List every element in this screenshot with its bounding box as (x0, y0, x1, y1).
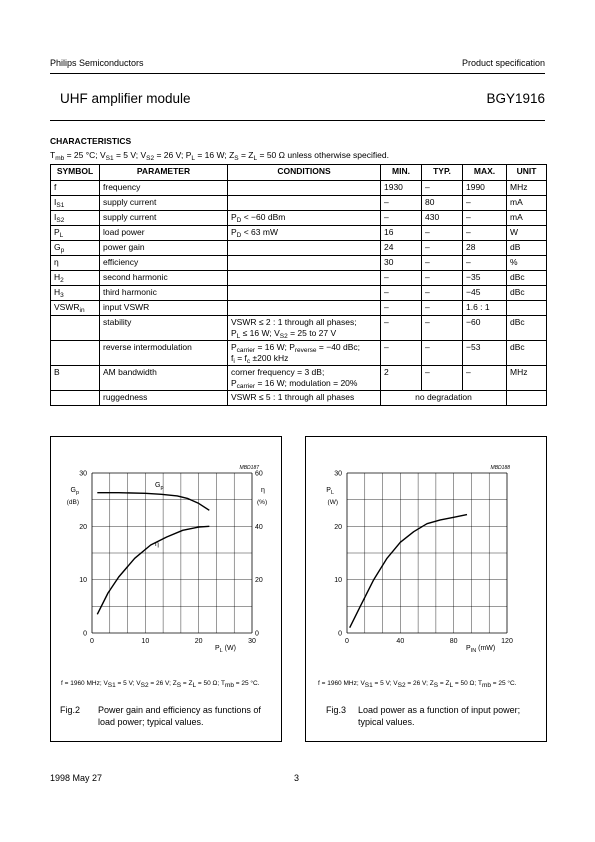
table-header-row (51, 165, 547, 181)
cell-parameter: frequency (100, 181, 228, 196)
cell-conditions (228, 241, 381, 256)
cell-max: −45 (463, 286, 507, 301)
cell-parameter: third harmonic (100, 286, 228, 301)
cell-symbol (51, 316, 100, 341)
fig2-x-axis-label: $P_L$ (W) (215, 645, 236, 654)
cell-parameter: second harmonic (100, 271, 228, 286)
col-unit: UNIT (507, 165, 547, 181)
section-conditions: $T_{mb} = 25$ °C; $V_{S1} = 5$ V; $V_{S2} = 26$ V; $P_L = 16$ W; $Z_S = Z_L = 50$ Ω unless otherwise specified. (50, 150, 389, 162)
figure-3-note: f = 1960 MHz; $V_{S1} = 5$ V; $V_{S2} = 26$ V; $Z_S = Z_L = 50$ Ω; $T_{mb} = 25$ °C. (318, 680, 517, 689)
figure-2-code: MBD187 (239, 465, 259, 471)
cell-symbol: $VSWR_{in}$ (51, 301, 100, 316)
cell-typ: – (422, 226, 463, 241)
cell-unit: dB (507, 241, 547, 256)
cell-symbol: $G_p$ (51, 241, 100, 256)
cell-conditions: corner frequency = 3 dB; $P_{carrier} = 16$ W; modulation = 20% (228, 366, 381, 391)
x-tick-label: 0 (90, 638, 94, 645)
cell-max: – (463, 366, 507, 391)
cell-parameter: supply current (100, 196, 228, 211)
cell-conditions: VSWR ≤ 2 : 1 through all phases; $P_L \le 16$ W; $V_{S2} = 25$ to 27 V (228, 316, 381, 341)
cell-max: – (463, 256, 507, 271)
company-name: Philips Semiconductors (50, 58, 144, 68)
cell-max: −53 (463, 341, 507, 366)
cell-typ: – (422, 341, 463, 366)
cell-parameter: stability (100, 316, 228, 341)
cell-unit (507, 301, 547, 316)
figure-3-code: MBD188 (490, 465, 510, 471)
figure-2-caption: Power gain and efficiency as functions of load power; typical values. (98, 705, 261, 727)
cell-symbol: $I_{S1}$ (51, 196, 100, 211)
cell-span: no degradation (381, 391, 507, 406)
cell-parameter: reverse intermodulation (100, 341, 228, 366)
figure-2-chart (51, 437, 281, 741)
cell-symbol (51, 391, 100, 406)
cell-unit: mA (507, 196, 547, 211)
cell-symbol: $H_2$ (51, 271, 100, 286)
table-row (51, 341, 547, 366)
figure-3-box (305, 436, 547, 742)
cell-parameter: supply current (100, 211, 228, 226)
fig3-x-axis-label: $P_{IN}$ (mW) (466, 645, 496, 654)
cell-min: 1930 (381, 181, 422, 196)
cell-max: −60 (463, 316, 507, 341)
col-max: MAX. (463, 165, 507, 181)
cell-max: – (463, 211, 507, 226)
table-row (51, 301, 547, 316)
cell-parameter: efficiency (100, 256, 228, 271)
cell-min: 16 (381, 226, 422, 241)
series-line-efficiency (97, 526, 209, 614)
cell-unit: % (507, 256, 547, 271)
fig2-right-axis-unit: (%) (257, 499, 268, 506)
x-tick-label: 20 (194, 638, 203, 645)
cell-max: −35 (463, 271, 507, 286)
table-row (51, 391, 547, 406)
table-row (51, 241, 547, 256)
table-row (51, 226, 547, 241)
y-tick-label: 30 (334, 470, 342, 478)
cell-min: – (381, 271, 422, 286)
x-tick-label: 0 (345, 638, 349, 645)
cell-typ: – (422, 271, 463, 286)
x-tick-label: 40 (396, 638, 405, 645)
cell-unit: dBc (507, 271, 547, 286)
col-symbol: SYMBOL (51, 165, 100, 181)
cell-parameter: load power (100, 226, 228, 241)
cell-conditions (228, 256, 381, 271)
cell-symbol: $P_L$ (51, 226, 100, 241)
cell-parameter: input VSWR (100, 301, 228, 316)
cell-conditions (228, 286, 381, 301)
cell-symbol: $H_3$ (51, 286, 100, 301)
cell-unit: dBc (507, 286, 547, 301)
cell-typ: – (422, 286, 463, 301)
cell-typ: – (422, 316, 463, 341)
footer-date: 1998 May 27 (50, 773, 103, 783)
table-row (51, 271, 547, 286)
col-parameter: PARAMETER (100, 165, 228, 181)
cell-conditions (228, 271, 381, 286)
cell-min: 2 (381, 366, 422, 391)
series-label-eta: η (155, 541, 159, 548)
product-code: BGY1916 (486, 91, 545, 106)
cell-unit (507, 391, 547, 406)
cell-typ: 80 (422, 196, 463, 211)
document-type: Product specification (461, 58, 545, 68)
cell-unit: W (507, 226, 547, 241)
cell-max: 1990 (463, 181, 507, 196)
header-rule (50, 73, 545, 74)
x-tick-label: 10 (141, 638, 150, 645)
cell-min: – (381, 211, 422, 226)
cell-conditions (228, 301, 381, 316)
figure-3-chart (306, 437, 546, 741)
cell-unit: MHz (507, 366, 547, 391)
col-min: MIN. (381, 165, 422, 181)
x-tick-label: 120 (501, 638, 513, 645)
y-tick-label: 30 (79, 470, 87, 478)
cell-unit: dBc (507, 316, 547, 341)
cell-typ: – (422, 301, 463, 316)
col-conditions: CONDITIONS (228, 165, 381, 181)
series-line-gp (97, 493, 209, 511)
cell-typ: – (422, 366, 463, 391)
col-typ: TYP. (422, 165, 463, 181)
cell-min: 30 (381, 256, 422, 271)
y-tick-label: 20 (334, 523, 342, 531)
section-heading: CHARACTERISTICS (50, 136, 132, 146)
y-tick-label: 10 (79, 577, 87, 585)
cell-symbol: $I_{S2}$ (51, 211, 100, 226)
cell-typ: 430 (422, 211, 463, 226)
cell-unit: dBc (507, 341, 547, 366)
cell-parameter: power gain (100, 241, 228, 256)
cell-unit: MHz (507, 181, 547, 196)
table-row (51, 256, 547, 271)
series-label-gp: $G_p$ (155, 482, 164, 491)
cell-symbol (51, 341, 100, 366)
page-title: UHF amplifier module (60, 91, 191, 106)
y-tick-label: 0 (338, 630, 342, 638)
cell-min: – (381, 316, 422, 341)
cell-max: – (463, 226, 507, 241)
cell-symbol: B (51, 366, 100, 391)
cell-typ: – (422, 256, 463, 271)
cell-symbol: f (51, 181, 100, 196)
cell-max: 28 (463, 241, 507, 256)
y-tick-label: 10 (334, 577, 342, 585)
title-rule (50, 120, 545, 121)
y-tick-label: 20 (79, 523, 87, 531)
cell-min: – (381, 301, 422, 316)
fig3-y-axis-label: $P_L$ (326, 487, 334, 496)
cell-typ: – (422, 181, 463, 196)
cell-min: – (381, 286, 422, 301)
cell-conditions: VSWR ≤ 5 : 1 through all phases (228, 391, 381, 406)
cell-symbol: η (51, 256, 100, 271)
fig2-left-axis-unit: (dB) (66, 499, 79, 506)
figure-2-caption-label: Fig.2 (60, 705, 81, 715)
fig2-right-axis-label: η (261, 487, 265, 494)
series-line-load-power (350, 515, 467, 628)
cell-unit: mA (507, 211, 547, 226)
cell-conditions: $P_D < 63$ mW (228, 226, 381, 241)
table-row (51, 181, 547, 196)
table-row (51, 366, 547, 391)
y2-tick-label: 40 (255, 523, 263, 531)
figure-2-box (50, 436, 282, 742)
cell-conditions (228, 181, 381, 196)
cell-typ: – (422, 241, 463, 256)
cell-min: – (381, 341, 422, 366)
characteristics-table (50, 164, 547, 406)
figure-2-note: f = 1960 MHz; $V_{S1} = 5$ V; $V_{S2} = 26$ V; $Z_S = Z_L = 50$ Ω; $T_{mb} = 25$ °C. (61, 680, 260, 689)
cell-min: – (381, 196, 422, 211)
y2-tick-label: 60 (255, 470, 263, 478)
cell-conditions: $P_D < -60$ dBm (228, 211, 381, 226)
fig3-y-axis-unit: (W) (327, 499, 338, 506)
figure-3-caption: Load power as a function of input power; typical values. (358, 705, 521, 727)
x-tick-label: 80 (449, 638, 458, 645)
cell-parameter: ruggedness (100, 391, 228, 406)
table-row (51, 196, 547, 211)
x-tick-label: 30 (248, 638, 256, 645)
table-row (51, 316, 547, 341)
y-tick-label: 0 (83, 630, 87, 638)
cell-min: 24 (381, 241, 422, 256)
y2-tick-label: 0 (255, 630, 259, 638)
cell-conditions (228, 196, 381, 211)
table-row (51, 286, 547, 301)
y2-tick-label: 20 (255, 577, 263, 585)
cell-conditions: $P_{carrier} = 16$ W; $P_{reverse} = -40$ dBc; $f_i = f_c \pm 200$ kHz (228, 341, 381, 366)
cell-max: – (463, 196, 507, 211)
fig2-left-axis-label: $G_p$ (70, 487, 79, 496)
table-row (51, 211, 547, 226)
page-number: 3 (294, 773, 300, 783)
cell-parameter: AM bandwidth (100, 366, 228, 391)
cell-max: 1.6 : 1 (463, 301, 507, 316)
figure-3-caption-label: Fig.3 (326, 705, 347, 715)
